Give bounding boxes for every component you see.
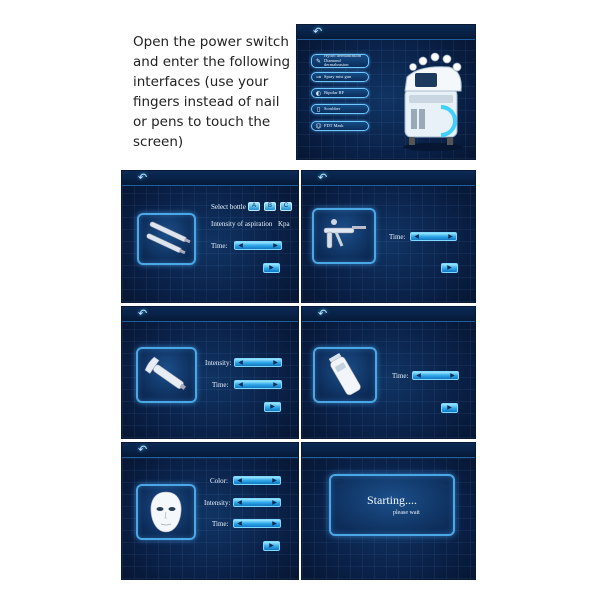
beauty-machine-image [389, 47, 469, 153]
color-label: Color: [210, 477, 228, 485]
time-label: Time: [212, 381, 229, 389]
starting-message-box [329, 474, 455, 536]
device-image-frame [136, 347, 197, 403]
rf-handpiece-image [138, 349, 195, 401]
led-mask-image [138, 486, 194, 538]
back-arrow-icon[interactable]: ↶ [138, 307, 148, 320]
menu-item-spray-mist-gun[interactable] [311, 72, 369, 82]
menu-item-bipolar-rf[interactable] [311, 88, 369, 98]
left-arrow-icon[interactable]: ◀ [238, 359, 243, 366]
left-arrow-icon[interactable]: ◀ [237, 520, 242, 527]
dermabrasion-pens-image [139, 215, 194, 263]
menu-item-label: Scrubber [324, 105, 341, 111]
dermabrasion-screen [121, 170, 299, 303]
left-arrow-icon[interactable]: ◀ [238, 381, 243, 388]
next-button[interactable]: ▶ [264, 402, 281, 412]
intensity-label: Intensity: [205, 359, 232, 367]
next-button[interactable]: ▶ [441, 403, 458, 413]
spray-screen [301, 170, 476, 303]
bottle-selector [248, 202, 294, 211]
device-image-frame [136, 484, 196, 540]
time-label: Time: [389, 233, 406, 241]
time-label: Time: [211, 242, 228, 250]
right-arrow-icon[interactable]: ▶ [272, 477, 277, 484]
menu-item-pdt-mask[interactable] [311, 121, 369, 131]
back-arrow-icon[interactable]: ↶ [313, 25, 323, 38]
menu-screen [296, 24, 476, 160]
right-arrow-icon[interactable]: ▶ [273, 242, 278, 249]
mask-icon: ☺ [315, 123, 322, 130]
menu-item-label: PDT Mask [324, 122, 344, 128]
right-arrow-icon[interactable]: ▶ [448, 233, 453, 240]
select-bottle-label: Select bottle [211, 203, 246, 211]
left-arrow-icon[interactable]: ◀ [237, 477, 242, 484]
intensity-label: Intensity: [204, 499, 231, 507]
left-arrow-icon[interactable]: ◀ [414, 233, 419, 240]
menu-item-hydro-dermabrasion[interactable] [311, 54, 369, 68]
right-arrow-icon[interactable]: ▶ [273, 359, 278, 366]
unit-label: Kpa [278, 220, 290, 228]
intro-instructions: Open the power switch and enter the following interfaces (use your fingers instead of nail or pens to touch the screen) [133, 34, 291, 150]
right-arrow-icon[interactable]: ▶ [273, 381, 278, 388]
device-image-frame [137, 213, 196, 265]
back-arrow-icon[interactable]: ↶ [138, 443, 148, 456]
bottle-a-button[interactable]: A [248, 202, 260, 211]
menu-item-label: Spray mist gun [324, 73, 352, 79]
time-slider[interactable] [234, 241, 282, 250]
time-label: Time: [392, 372, 409, 380]
spray-gun-image [314, 210, 374, 262]
starting-subtitle: please wait [393, 510, 420, 516]
intensity-slider[interactable] [234, 358, 282, 367]
scrubber-icon: ▯ [316, 106, 321, 113]
back-arrow-icon[interactable]: ↶ [318, 307, 328, 320]
bottle-c-button[interactable]: C [280, 202, 292, 211]
time-slider[interactable] [412, 371, 459, 380]
device-image-frame [313, 347, 377, 403]
device-image-frame [312, 208, 376, 264]
menu-item-label: Hydro dermabrasion [324, 55, 362, 59]
right-arrow-icon[interactable]: ▶ [450, 372, 455, 379]
color-slider[interactable] [233, 476, 281, 485]
left-arrow-icon[interactable]: ◀ [416, 372, 421, 379]
right-arrow-icon[interactable]: ▶ [272, 499, 277, 506]
intensity-aspiration-label: Intensity of aspiration [211, 220, 273, 228]
left-arrow-icon[interactable]: ◀ [237, 499, 242, 506]
next-button[interactable]: ▶ [441, 263, 458, 273]
pen-icon: ✎ [315, 58, 322, 65]
scrubber-screen [301, 306, 476, 439]
right-arrow-icon[interactable]: ▶ [272, 520, 277, 527]
time-label: Time: [212, 520, 229, 528]
next-button[interactable]: ▶ [263, 263, 280, 273]
back-arrow-icon[interactable]: ↶ [318, 171, 328, 184]
menu-item-label-secondary: Diamond dermabrasion [324, 57, 349, 67]
time-slider[interactable] [410, 232, 457, 241]
time-slider[interactable] [233, 519, 281, 528]
scrubber-device-image [315, 349, 375, 401]
bottle-b-button[interactable]: B [264, 202, 276, 211]
top-bar [302, 443, 475, 458]
mask-screen [121, 442, 299, 580]
time-slider[interactable] [234, 380, 282, 389]
rf-icon: ◐ [315, 90, 322, 97]
menu-item-label: Bipolar RF [324, 89, 345, 95]
starting-title: Starting.... [367, 493, 417, 507]
rf-screen [121, 306, 299, 439]
left-arrow-icon[interactable]: ◀ [238, 242, 243, 249]
spray-icon: ⊸ [315, 74, 322, 81]
starting-screen [301, 442, 476, 580]
back-arrow-icon[interactable]: ↶ [138, 171, 148, 184]
next-button[interactable]: ▶ [263, 541, 280, 551]
menu-item-scrubber[interactable] [311, 104, 369, 114]
intensity-slider[interactable] [233, 498, 281, 507]
